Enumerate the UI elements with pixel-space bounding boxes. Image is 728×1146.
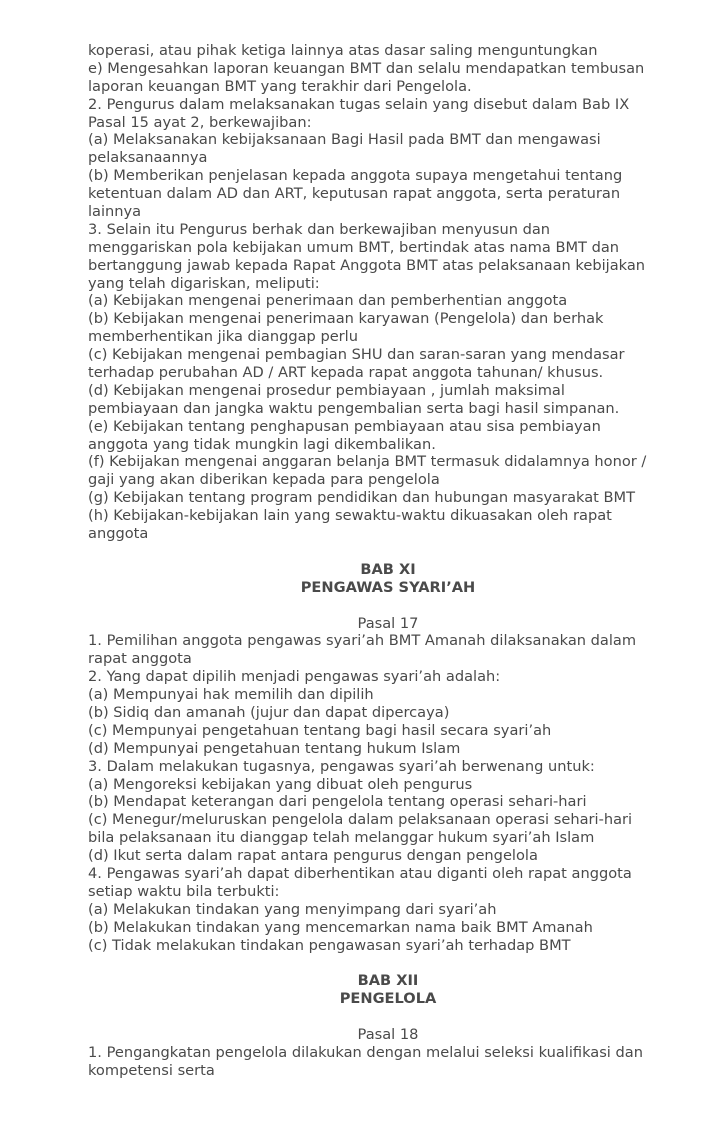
text-line: 3. Selain itu Pengurus berhak dan berkewajiban menyusun dan [88, 220, 551, 238]
text-line: 3. Dalam melakukan tugasnya, pengawas syari’ah berwenang untuk: [88, 757, 595, 775]
text-line: memberhentikan jika dianggap perlu [88, 328, 358, 346]
text-line: 4. Pengawas syari’ah dapat diberhentikan atau diganti oleh rapat anggota [88, 864, 632, 882]
article-title: Pasal 17 [357, 614, 419, 632]
spacer [88, 597, 688, 615]
text-line: koperasi, atau pihak ketiga lainnya atas dasar saling menguntungkan [88, 42, 598, 59]
text-line: (a) Melakukan tindakan yang menyimpang dari syari’ah [88, 900, 497, 918]
text-line: (b) Sidiq dan amanah (jujur dan dapat dipercaya) [88, 703, 450, 721]
text-line: pelaksanaannya [88, 149, 208, 167]
chapter-title: BAB XII [357, 972, 419, 990]
text-line: 2. Pengurus dalam melaksanakan tugas selain yang disebut dalam Bab IX [88, 95, 630, 113]
text-line: (a) Mengoreksi kebijakan yang dibuat oleh pengurus [88, 775, 473, 793]
text-line: (a) Mempunyai hak memilih dan dipilih [88, 686, 374, 704]
text-line: (a) Kebijakan mengenai penerimaan dan pemberhentian anggota [88, 292, 568, 310]
article-title: Pasal 18 [357, 1025, 419, 1043]
paragraph-block-1 [88, 42, 688, 543]
text-line: 2. Yang dapat dipilih menjadi pengawas syari’ah adalah: [88, 668, 501, 686]
text-line: (b) Kebijakan mengenai penerimaan karyawan (Pengelola) dan berhak [88, 310, 604, 328]
text-line: anggota yang tidak mungkin lagi dikembalikan. [88, 435, 436, 453]
text-line: ketentuan dalam AD dan ART, keputusan rapat anggota, serta peraturan [88, 185, 621, 203]
text-line: rapat anggota [88, 650, 192, 668]
text-line: (h) Kebijakan-kebijakan lain yang sewaktu-waktu dikuasakan oleh rapat [88, 507, 612, 525]
text-line: (d) Kebijakan mengenai prosedur pembiayaan , jumlah maksimal [88, 381, 565, 399]
paragraph-block-3 [88, 1044, 688, 1080]
document-page [88, 42, 688, 1080]
text-line: yang telah digariskan, meliputi: [88, 274, 320, 292]
text-line: setiap waktu bila terbukti: [88, 882, 280, 900]
text-line: (b) Memberikan penjelasan kepada anggota supaya mengetahui tentang [88, 167, 623, 185]
chapter-subtitle: PENGAWAS SYARI’AH [300, 578, 476, 596]
text-line: (c) Kebijakan mengenai pembagian SHU dan saran-saran yang mendasar [88, 346, 625, 364]
text-line: lainnya [88, 203, 142, 221]
spacer [88, 1008, 688, 1026]
text-line: gaji yang akan diberikan kepada para pengelola [88, 471, 440, 489]
text-line: (b) Mendapat keterangan dari pengelola tentang operasi sehari-hari [88, 793, 587, 811]
text-line: laporan keuangan BMT yang terakhir dari Pengelola. [88, 77, 472, 95]
text-line: anggota [88, 525, 149, 543]
text-line: (c) Mempunyai pengetahuan tentang bagi hasil secara syari’ah [88, 721, 552, 739]
chapter-subtitle: PENGELOLA [339, 990, 437, 1008]
text-line: bila pelaksanaan itu dianggap telah melanggar hukum syari’ah Islam [88, 829, 595, 847]
text-line: (e) Kebijakan tentang penghapusan pembiayaan atau sisa pembiayan [88, 417, 601, 435]
text-line: (g) Kebijakan tentang program pendidikan dan hubungan masyarakat BMT [88, 489, 636, 507]
spacer [88, 954, 688, 972]
text-line: e) Mengesahkan laporan keuangan BMT dan selalu mendapatkan tembusan [88, 59, 645, 77]
text-line: (b) Melakukan tindakan yang mencemarkan nama baik BMT Amanah [88, 918, 593, 936]
text-line: (f) Kebijakan mengenai anggaran belanja BMT termasuk didalamnya honor / [88, 453, 647, 471]
text-line: 1. Pemilihan anggota pengawas syari’ah BMT Amanah dilaksanakan dalam [88, 632, 637, 650]
text-line: kompetensi serta [88, 1061, 215, 1079]
spacer [88, 543, 688, 561]
text-line: bertanggung jawab kepada Rapat Anggota BMT atas pelaksanaan kebijakan [88, 256, 646, 274]
chapter-title: BAB XI [360, 560, 416, 578]
text-line: 1. Pengangkatan pengelola dilakukan dengan melalui seleksi kualifikasi dan [88, 1043, 643, 1061]
text-line: menggariskan pola kebijakan umum BMT, bertindak atas nama BMT dan [88, 238, 620, 256]
text-line: terhadap perubahan AD / ART kepada rapat anggota tahunan/ khusus. [88, 364, 604, 382]
text-line: (a) Melaksanakan kebijaksanaan Bagi Hasil pada BMT dan mengawasi [88, 131, 601, 149]
text-line: (d) Mempunyai pengetahuan tentang hukum Islam [88, 739, 461, 757]
text-line: Pasal 15 ayat 2, berkewajiban: [88, 113, 312, 131]
paragraph-block-2 [88, 632, 688, 954]
text-line: (d) Ikut serta dalam rapat antara pengurus dengan pengelola [88, 847, 538, 865]
text-line: (c) Tidak melakukan tindakan pengawasan syari’ah terhadap BMT [88, 936, 571, 954]
text-line: pembiayaan dan jangka waktu pengembalian serta bagi hasil simpanan. [88, 399, 620, 417]
text-line: (c) Menegur/meluruskan pengelola dalam pelaksanaan operasi sehari-hari [88, 811, 633, 829]
